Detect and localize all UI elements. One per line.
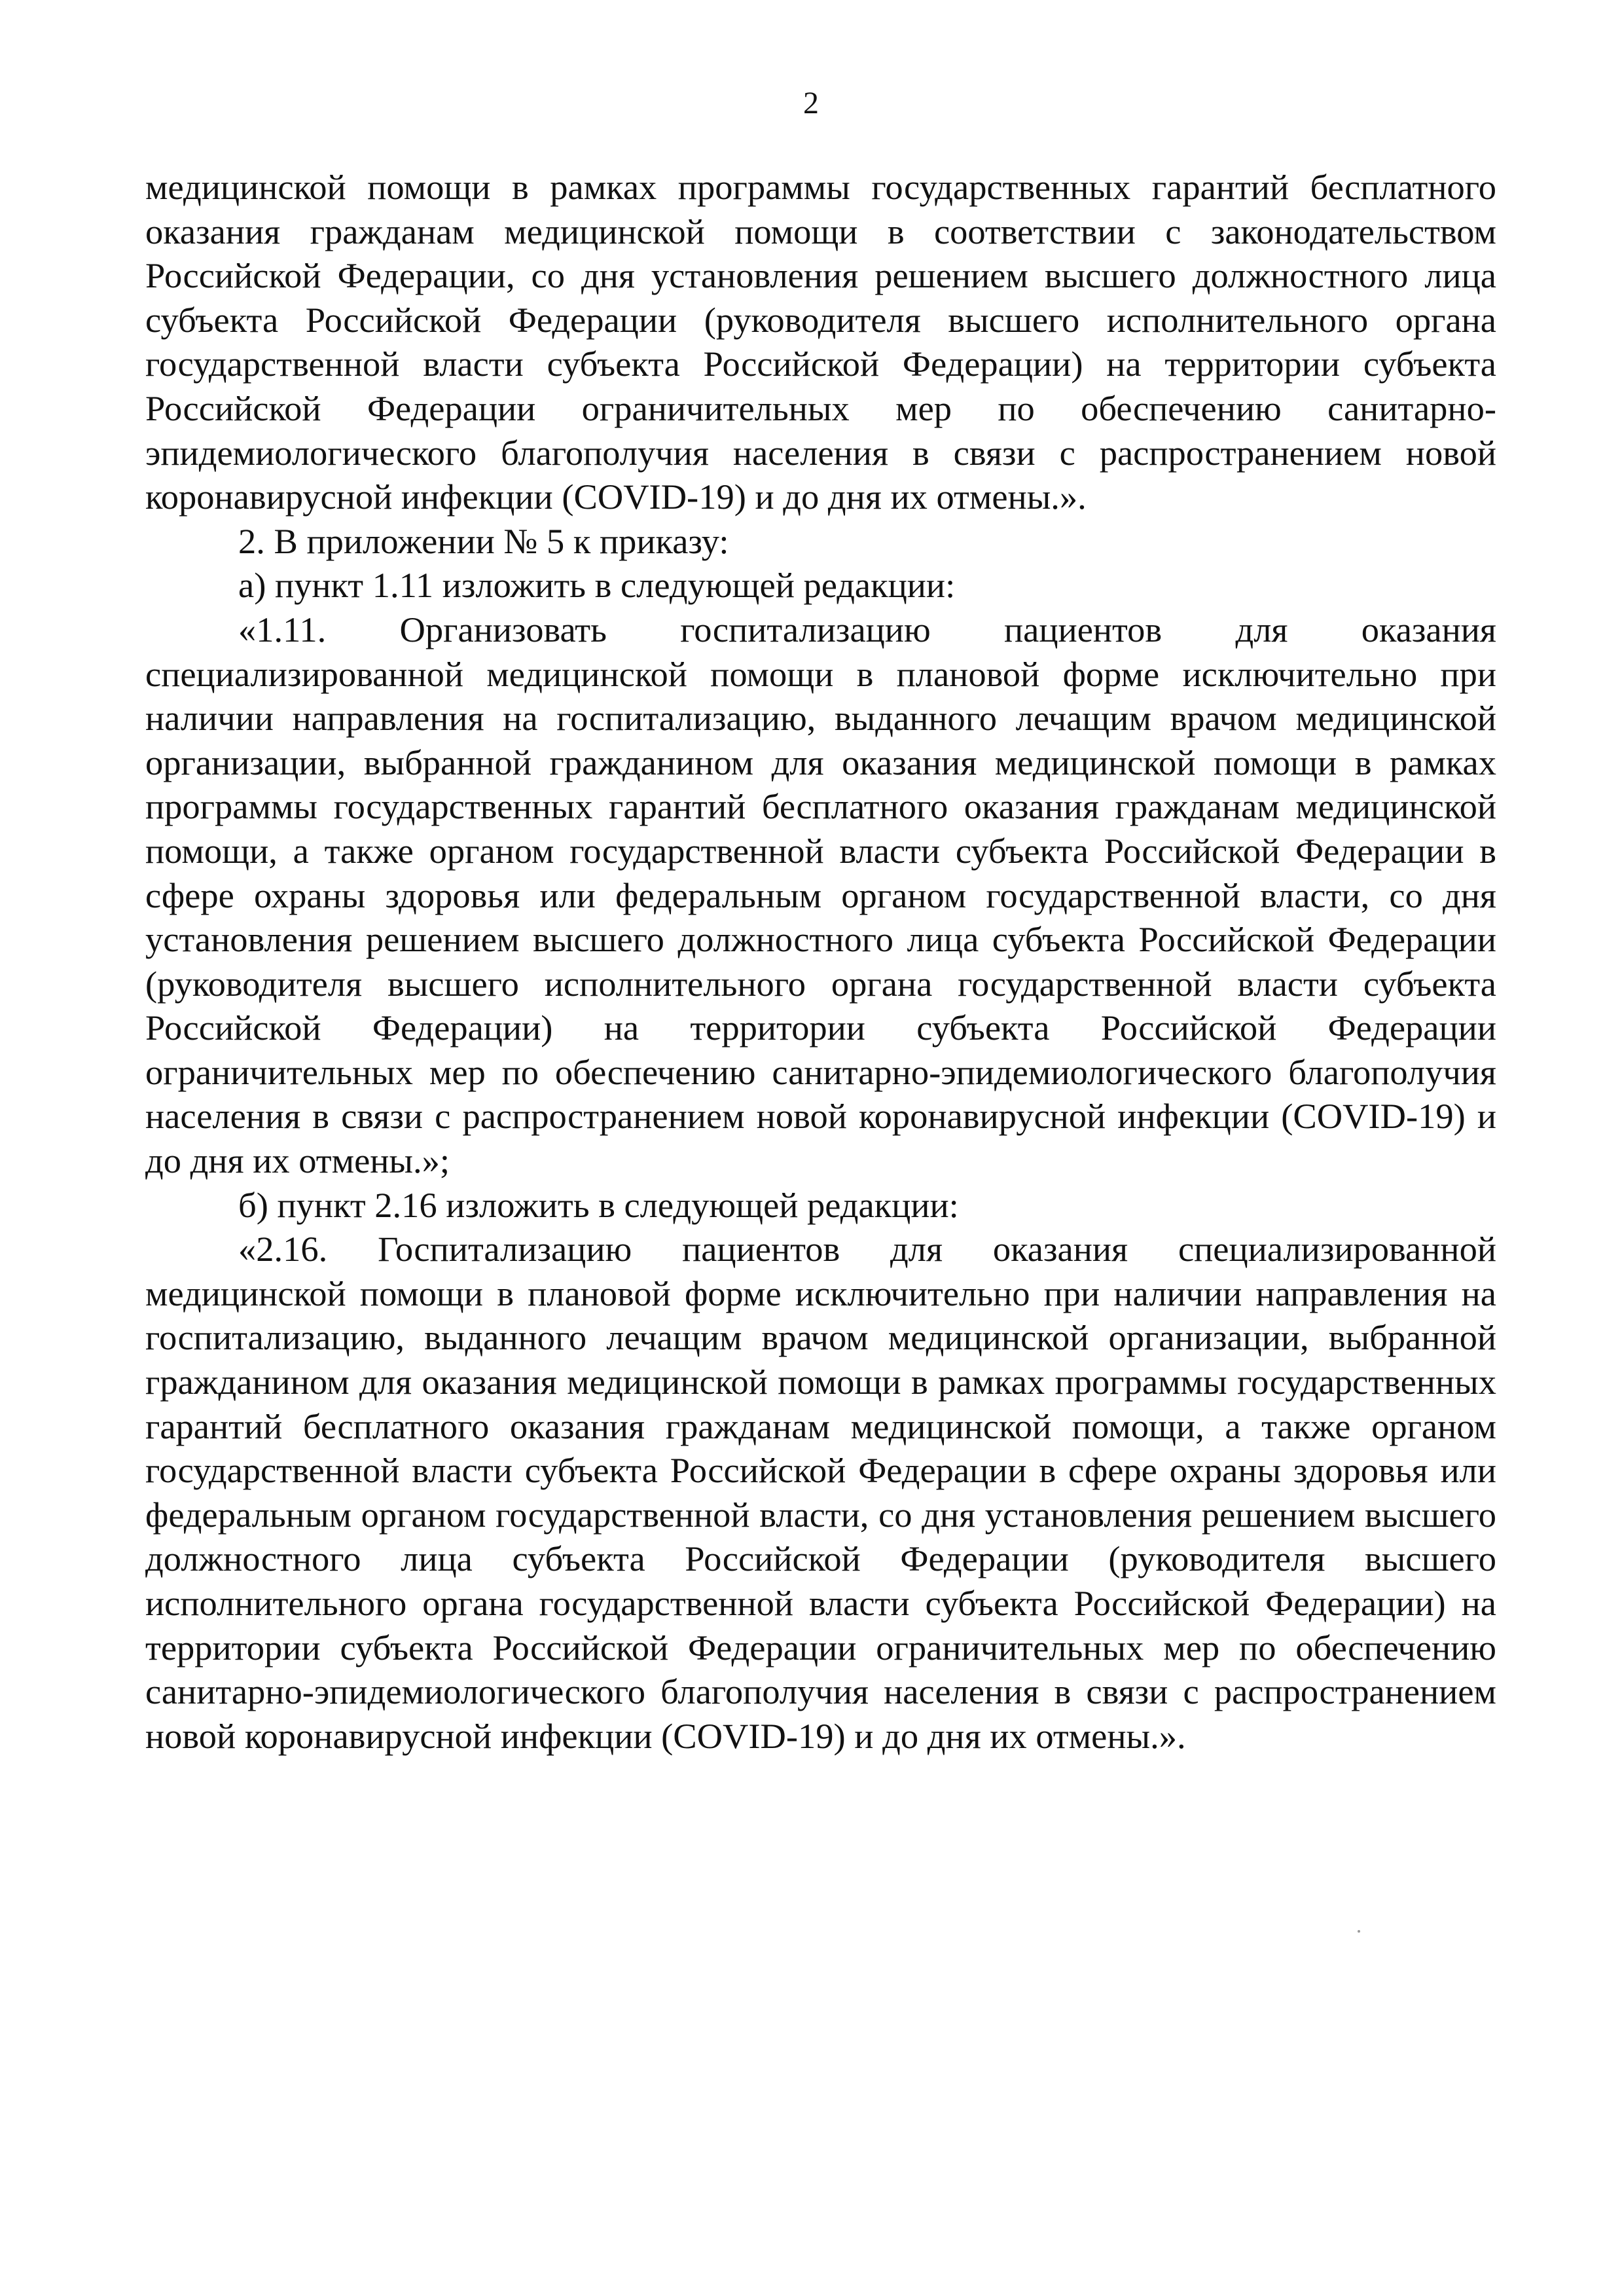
paragraph-subitem-b: б) пункт 2.16 изложить в следующей редакции: xyxy=(238,1184,959,1225)
document-body xyxy=(145,165,1496,1758)
paragraph-item-2: 2. В приложении № 5 к приказу: xyxy=(238,520,729,561)
paragraph-clause-2-16: «2.16. Госпитализацию пациентов для оказания специализированной медицинской помощи в плановой форме исключительно при наличии направления на госпитализацию, выданного лечащим врачом медицинской организации, выбранной гражданином для оказания медицинской помощи в рамках программы государственных гарантий бесплатного оказания гражданам медицинской помощи, а также органом государственной власти субъекта Российской Федерации в сфере охраны здоровья или федеральным органом государственной власти, со дня установления решением высшего должностного лица субъекта Российской Федерации (руководителя высшего исполнительного органа государственной власти субъекта Российской Федерации) на территории субъекта Российской Федерации ограничительных мер по обеспечению санитарно-эпидемиологического благополучия населения в связи с распространением новой коронавирусной инфекции (COVID-19) и до дня их отмены.». xyxy=(145,1229,1496,1756)
scan-speck xyxy=(1358,1930,1360,1933)
paragraph-clause-1-11: «1.11. Организовать госпитализацию пациентов для оказания специализированной медицинской помощи в плановой форме исключительно при наличии направления на госпитализацию, выданного лечащим врачом медицинской организации, выбранной гражданином для оказания медицинской помощи в рамках программы государственных гарантий бесплатного оказания гражданам медицинской помощи, а также органом государственной власти субъекта Российской Федерации в сфере охраны здоровья или федеральным органом государственной власти, со дня установления решением высшего должностного лица субъекта Российской Федерации (руководителя высшего исполнительного органа государственной власти субъекта Российской Федерации) на территории субъекта Российской Федерации ограничительных мер по обеспечению санитарно-эпидемиологического благополучия населения в связи с распространением новой коронавирусной инфекции (COVID-19) и до дня их отмены.»; xyxy=(145,609,1496,1181)
page-number: 2 xyxy=(803,86,819,120)
paragraph-continuation: медицинской помощи в рамках программы государственных гарантий бесплатного оказания гражданам медицинской помощи в соответствии с законодательством Российской Федерации, со дня установления решением высшего должностного лица субъекта Российской Федерации (руководителя высшего исполнительного органа государственной власти субъекта Российской Федерации) на территории субъекта Российской Федерации ограничительных мер по обеспечению санитарно-эпидемиологического благополучия населения в связи с распространением новой коронавирусной инфекции (COVID-19) и до дня их отмены.». xyxy=(145,167,1496,517)
paragraph-subitem-a: а) пункт 1.11 изложить в следующей редакции: xyxy=(238,565,956,606)
